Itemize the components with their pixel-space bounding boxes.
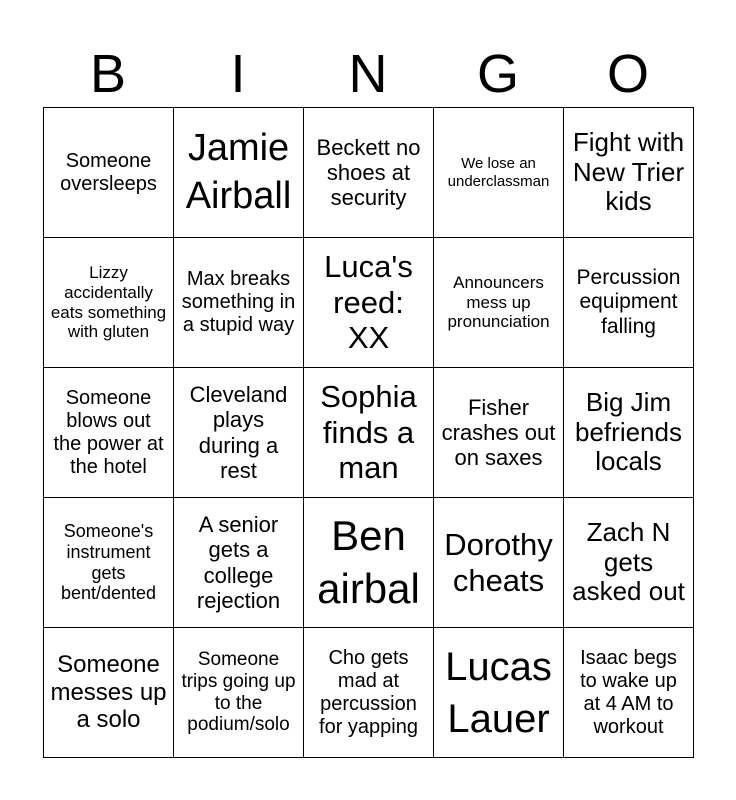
bingo-cell[interactable]: Fight with New Trier kids bbox=[563, 107, 694, 238]
bingo-cell[interactable]: A senior gets a college rejection bbox=[173, 497, 304, 628]
bingo-cell[interactable]: Ben airbal bbox=[303, 497, 434, 628]
bingo-cell[interactable]: Max breaks something in a stupid way bbox=[173, 237, 304, 368]
header-letter-i: I bbox=[230, 44, 246, 104]
bingo-cell[interactable]: Sophia finds a man bbox=[303, 367, 434, 498]
bingo-cell[interactable]: Cleveland plays during a rest bbox=[173, 367, 304, 498]
bingo-cell[interactable]: Cho gets mad at percussion for yapping bbox=[303, 627, 434, 758]
bingo-cell[interactable]: Jamie Airball bbox=[173, 107, 304, 238]
bingo-cell[interactable]: Luca's reed: XX bbox=[303, 237, 434, 368]
bingo-cell[interactable]: Someone messes up a solo bbox=[43, 627, 174, 758]
bingo-cell[interactable]: Percussion equipment falling bbox=[563, 237, 694, 368]
header-letter-n: N bbox=[348, 44, 388, 104]
bingo-cell[interactable]: Big Jim befriends locals bbox=[563, 367, 694, 498]
bingo-cell[interactable]: Lizzy accidentally eats something with gluten bbox=[43, 237, 174, 368]
header-letter-g: G bbox=[476, 44, 519, 104]
bingo-grid bbox=[43, 107, 693, 757]
bingo-cell[interactable]: Lucas Lauer bbox=[433, 627, 564, 758]
bingo-header bbox=[43, 40, 693, 108]
bingo-cell[interactable]: Someone oversleeps bbox=[43, 107, 174, 238]
bingo-cell[interactable]: Fisher crashes out on saxes bbox=[433, 367, 564, 498]
bingo-cell[interactable]: Someone trips going up to the podium/solo bbox=[173, 627, 304, 758]
bingo-cell[interactable]: Someone blows out the power at the hotel bbox=[43, 367, 174, 498]
bingo-cell[interactable]: We lose an underclassman bbox=[433, 107, 564, 238]
header-letter-b: B bbox=[89, 44, 127, 104]
bingo-cell[interactable]: Dorothy cheats bbox=[433, 497, 564, 628]
bingo-cell[interactable]: Someone's instrument gets bent/dented bbox=[43, 497, 174, 628]
bingo-cell[interactable]: Zach N gets asked out bbox=[563, 497, 694, 628]
header-letter-o: O bbox=[606, 44, 649, 104]
bingo-cell[interactable]: Announcers mess up pronunciation bbox=[433, 237, 564, 368]
bingo-cell[interactable]: Beckett no shoes at security bbox=[303, 107, 434, 238]
bingo-cell[interactable]: Isaac begs to wake up at 4 AM to workout bbox=[563, 627, 694, 758]
